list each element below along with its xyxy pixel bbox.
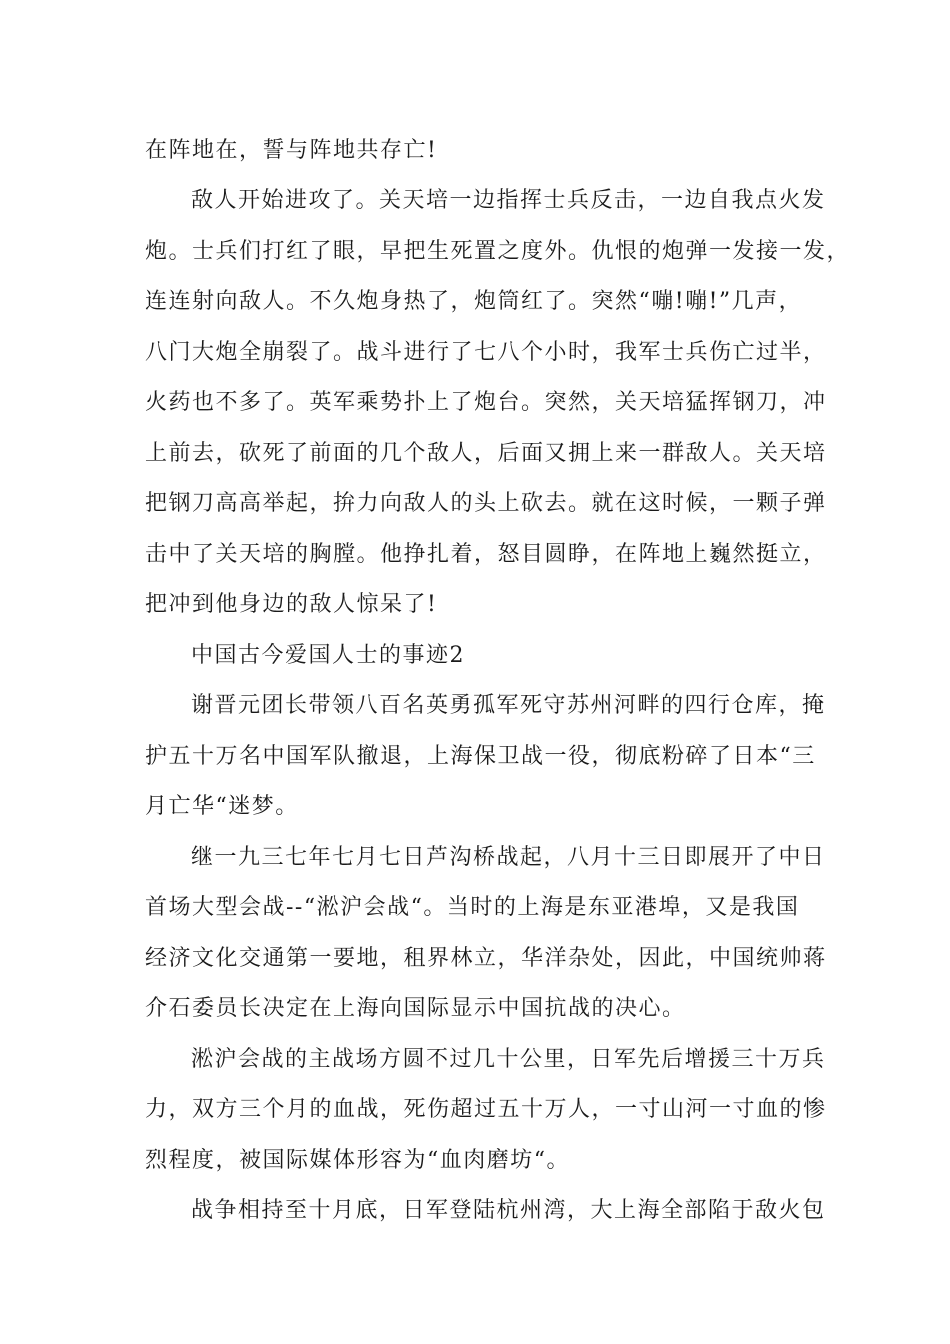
text-line: 上前去，砍死了前面的几个敌人，后面又拥上来一群敌人。关天培 xyxy=(145,441,827,466)
paragraph-first-line: 战争相持至十月底，日军登陆杭州湾，大上海全部陷于敌火包 xyxy=(191,1198,826,1223)
paragraph-first-line: 继一九三七年七月七日芦沟桥战起，八月十三日即展开了中日 xyxy=(191,845,826,870)
text-line: 在阵地在，誓与阵地共存亡! xyxy=(145,138,438,163)
text-line: 八门大炮全崩裂了。战斗进行了七八个小时，我军士兵伤亡过半， xyxy=(145,340,827,365)
text-line: 火药也不多了。英军乘势扑上了炮台。突然，关天培猛挥钢刀，冲 xyxy=(145,390,827,415)
text-line: 首场大型会战--“淞沪会战“。当时的上海是东亚港埠，又是我国 xyxy=(145,895,800,920)
text-line: 月亡华“迷梦。 xyxy=(145,794,299,819)
text-line: 连连射向敌人。不久炮身热了，炮筒红了。突然“嘣!嘣!”几声， xyxy=(145,289,803,314)
text-line: 烈程度，被国际媒体形容为“血肉磨坊“。 xyxy=(145,1148,570,1173)
paragraph-first-line: 谢晋元团长带领八百名英勇孤军死守苏州河畔的四行仓库，掩 xyxy=(191,693,826,718)
paragraph-first-line: 淞沪会战的主战场方圆不过几十公里，日军先后增援三十万兵 xyxy=(191,1047,826,1072)
text-line: 炮。士兵们打红了眼，早把生死置之度外。仇恨的炮弹一发接一发， xyxy=(145,239,851,264)
text-line: 击中了关天培的胸膛。他挣扎着，怒目圆睁，在阵地上巍然挺立， xyxy=(145,542,827,567)
text-line: 介石委员长决定在上海向国际显示中国抗战的决心。 xyxy=(145,996,686,1021)
text-line: 把钢刀高高举起，拚力向敌人的头上砍去。就在这时候，一颗子弹 xyxy=(145,491,827,516)
text-line: 把冲到他身边的敌人惊呆了! xyxy=(145,592,438,617)
section-heading: 中国古今爱国人士的事迹2 xyxy=(191,643,465,668)
text-line: 经济文化交通第一要地，租界林立，华洋杂处，因此，中国统帅蒋 xyxy=(145,946,827,971)
text-line: 护五十万名中国军队撤退，上海保卫战一役，彻底粉碎了日本“三 xyxy=(145,744,816,769)
text-line: 力，双方三个月的血战，死伤超过五十万人，一寸山河一寸血的惨 xyxy=(145,1097,827,1122)
paragraph-first-line: 敌人开始进攻了。关天培一边指挥士兵反击，一边自我点火发 xyxy=(191,188,826,213)
